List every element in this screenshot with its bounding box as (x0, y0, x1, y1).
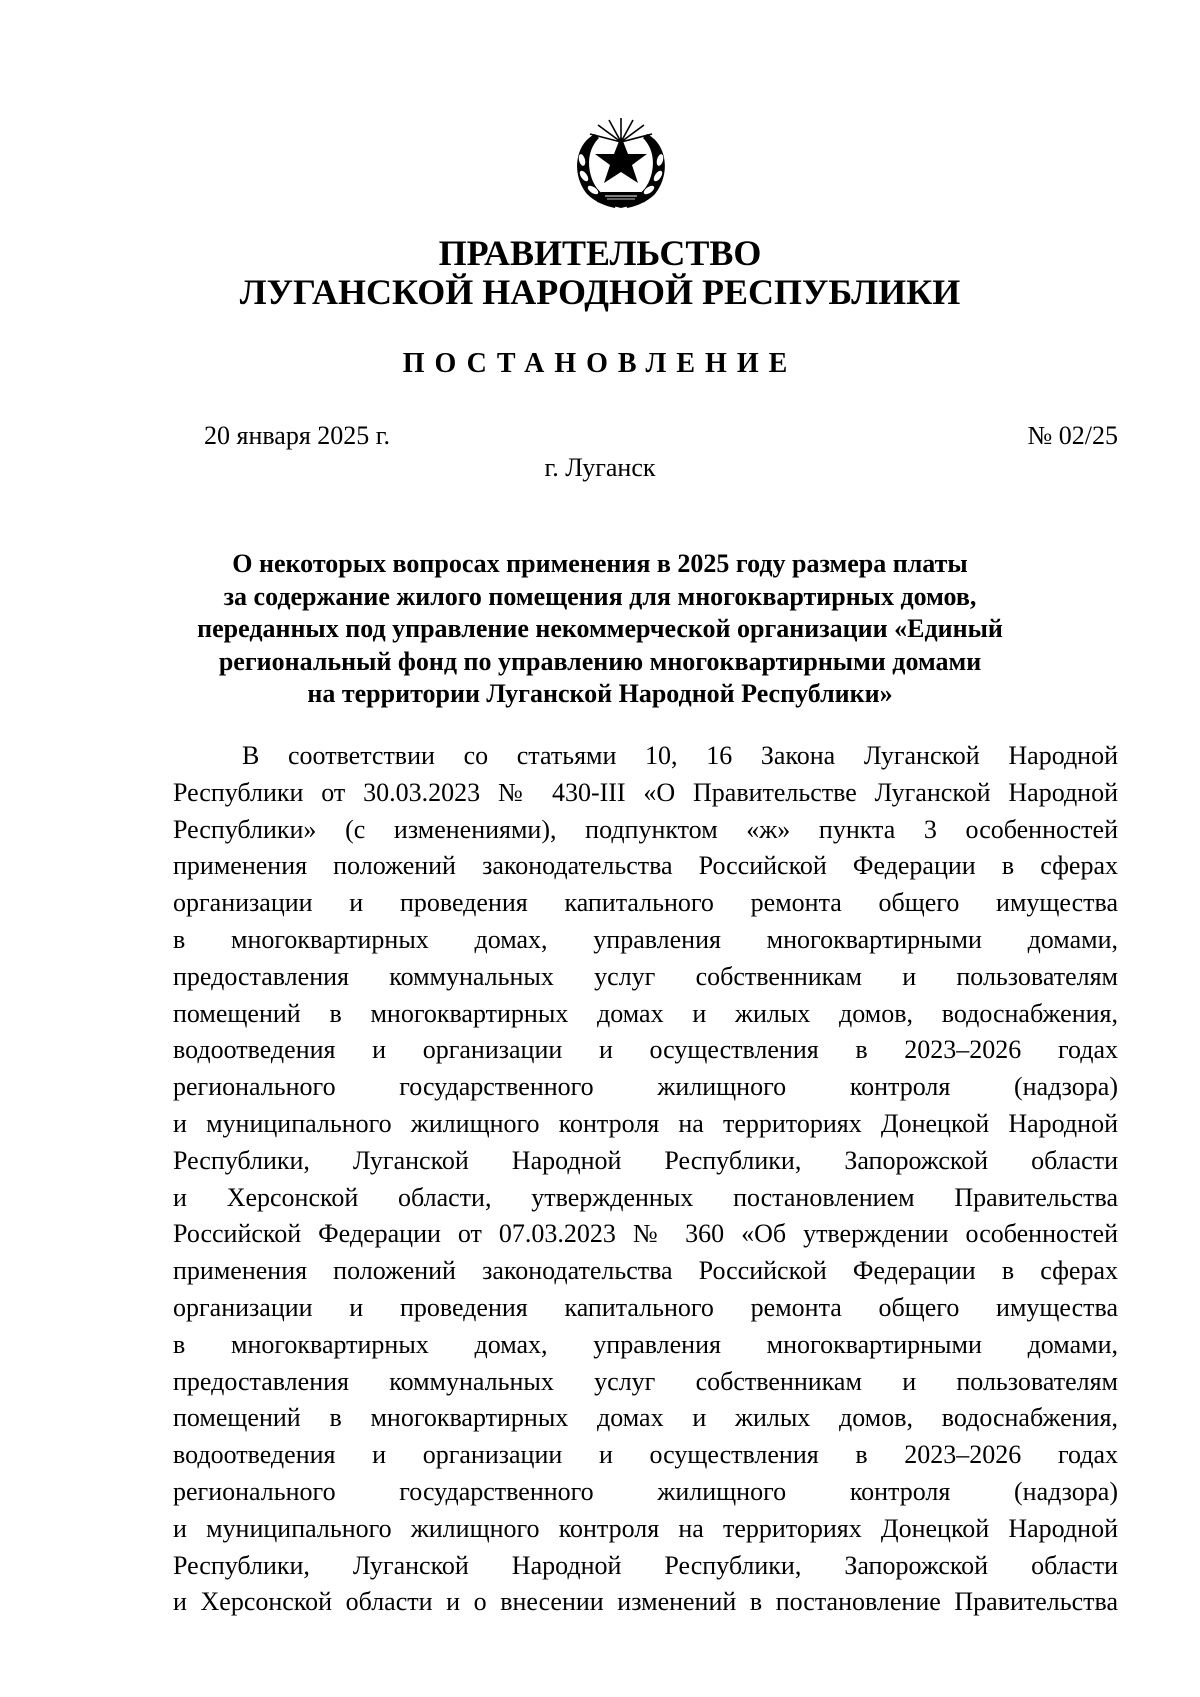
government-name-line-2: ЛУГАНСКОЙ НАРОДНОЙ РЕСПУБЛИКИ (239, 272, 961, 312)
body-line: применения положений законодательства Российской Федерации в сферах (173, 1256, 1118, 1286)
body-line: применения положений законодательства Российской Федерации в сферах (173, 851, 1118, 881)
decree-body-paragraph (173, 738, 1118, 1621)
body-line: в многоквартирных домах, управления многоквартирными домами, (173, 924, 1118, 954)
government-name-line-1: ПРАВИТЕЛЬСТВО (438, 233, 762, 273)
decree-title-line: переданных под управление некоммерческой организации «Единый (197, 614, 1003, 643)
body-line: организации и проведения капитального ремонта общего имущества (173, 1292, 1118, 1322)
body-line: помещений в многоквартирных домах и жилых домов, водоснабжения, (173, 998, 1118, 1028)
lpr-coat-of-arms-icon (565, 112, 677, 214)
body-line: и муниципального жилищного контроля на территориях Донецкой Народной (173, 1108, 1118, 1138)
document-city: г. Луганск (544, 453, 656, 482)
body-line: водоотведения и организации и осуществления в 2023–2026 годах (173, 1440, 1118, 1470)
body-line: В соответствии со статьями 10, 16 Закона Луганской Народной (242, 741, 1118, 770)
body-line: водоотведения и организации и осуществления в 2023–2026 годах (173, 1035, 1118, 1065)
decree-title (0, 548, 1200, 711)
body-line: и Херсонской области и о внесении изменений в постановление Правительства (173, 1587, 1118, 1617)
decree-title-line: О некоторых вопросах применения в 2025 году размера платы (232, 549, 968, 578)
body-line: и Херсонской области, утвержденных постановлением Правительства (173, 1182, 1118, 1212)
body-line: Республики, Луганской Народной Республики, Запорожской области (173, 1550, 1118, 1580)
decree-title-line: на территории Луганской Народной Республики» (307, 679, 893, 708)
body-line: Российской Федерации от 07.03.2023 № 360 «Об утверждении особенностей (173, 1219, 1118, 1249)
document-number: № 02/25 (1027, 421, 1118, 450)
body-line: Республики» (с изменениями), подпунктом «ж» пункта 3 особенностей (173, 814, 1118, 844)
body-line: регионального государственного жилищного контроля (надзора) (173, 1072, 1118, 1102)
body-line: предоставления коммунальных услуг собственникам и пользователям (173, 961, 1118, 991)
body-line: регионального государственного жилищного контроля (надзора) (173, 1476, 1118, 1506)
decree-title-line: за содержание жилого помещения для многоквартирных домов, (223, 581, 977, 611)
body-line: и муниципального жилищного контроля на территориях Донецкой Народной (173, 1513, 1118, 1543)
decree-title-line: региональный фонд по управлению многоквартирными домами (218, 646, 982, 676)
body-line: предоставления коммунальных услуг собственникам и пользователям (173, 1366, 1118, 1396)
document-date: 20 января 2025 г. (204, 421, 391, 450)
document-type-heading: ПОСТАНОВЛЕНИЕ (402, 348, 798, 379)
body-line: помещений в многоквартирных домах и жилых домов, водоснабжения, (173, 1403, 1118, 1433)
body-line: Республики от 30.03.2023 № 430-III «О Правительстве Луганской Народной (173, 777, 1118, 807)
body-line: Республики, Луганской Народной Республики, Запорожской области (173, 1145, 1118, 1175)
body-line: организации и проведения капитального ремонта общего имущества (173, 888, 1118, 918)
body-line: в многоквартирных домах, управления многоквартирными домами, (173, 1329, 1118, 1359)
